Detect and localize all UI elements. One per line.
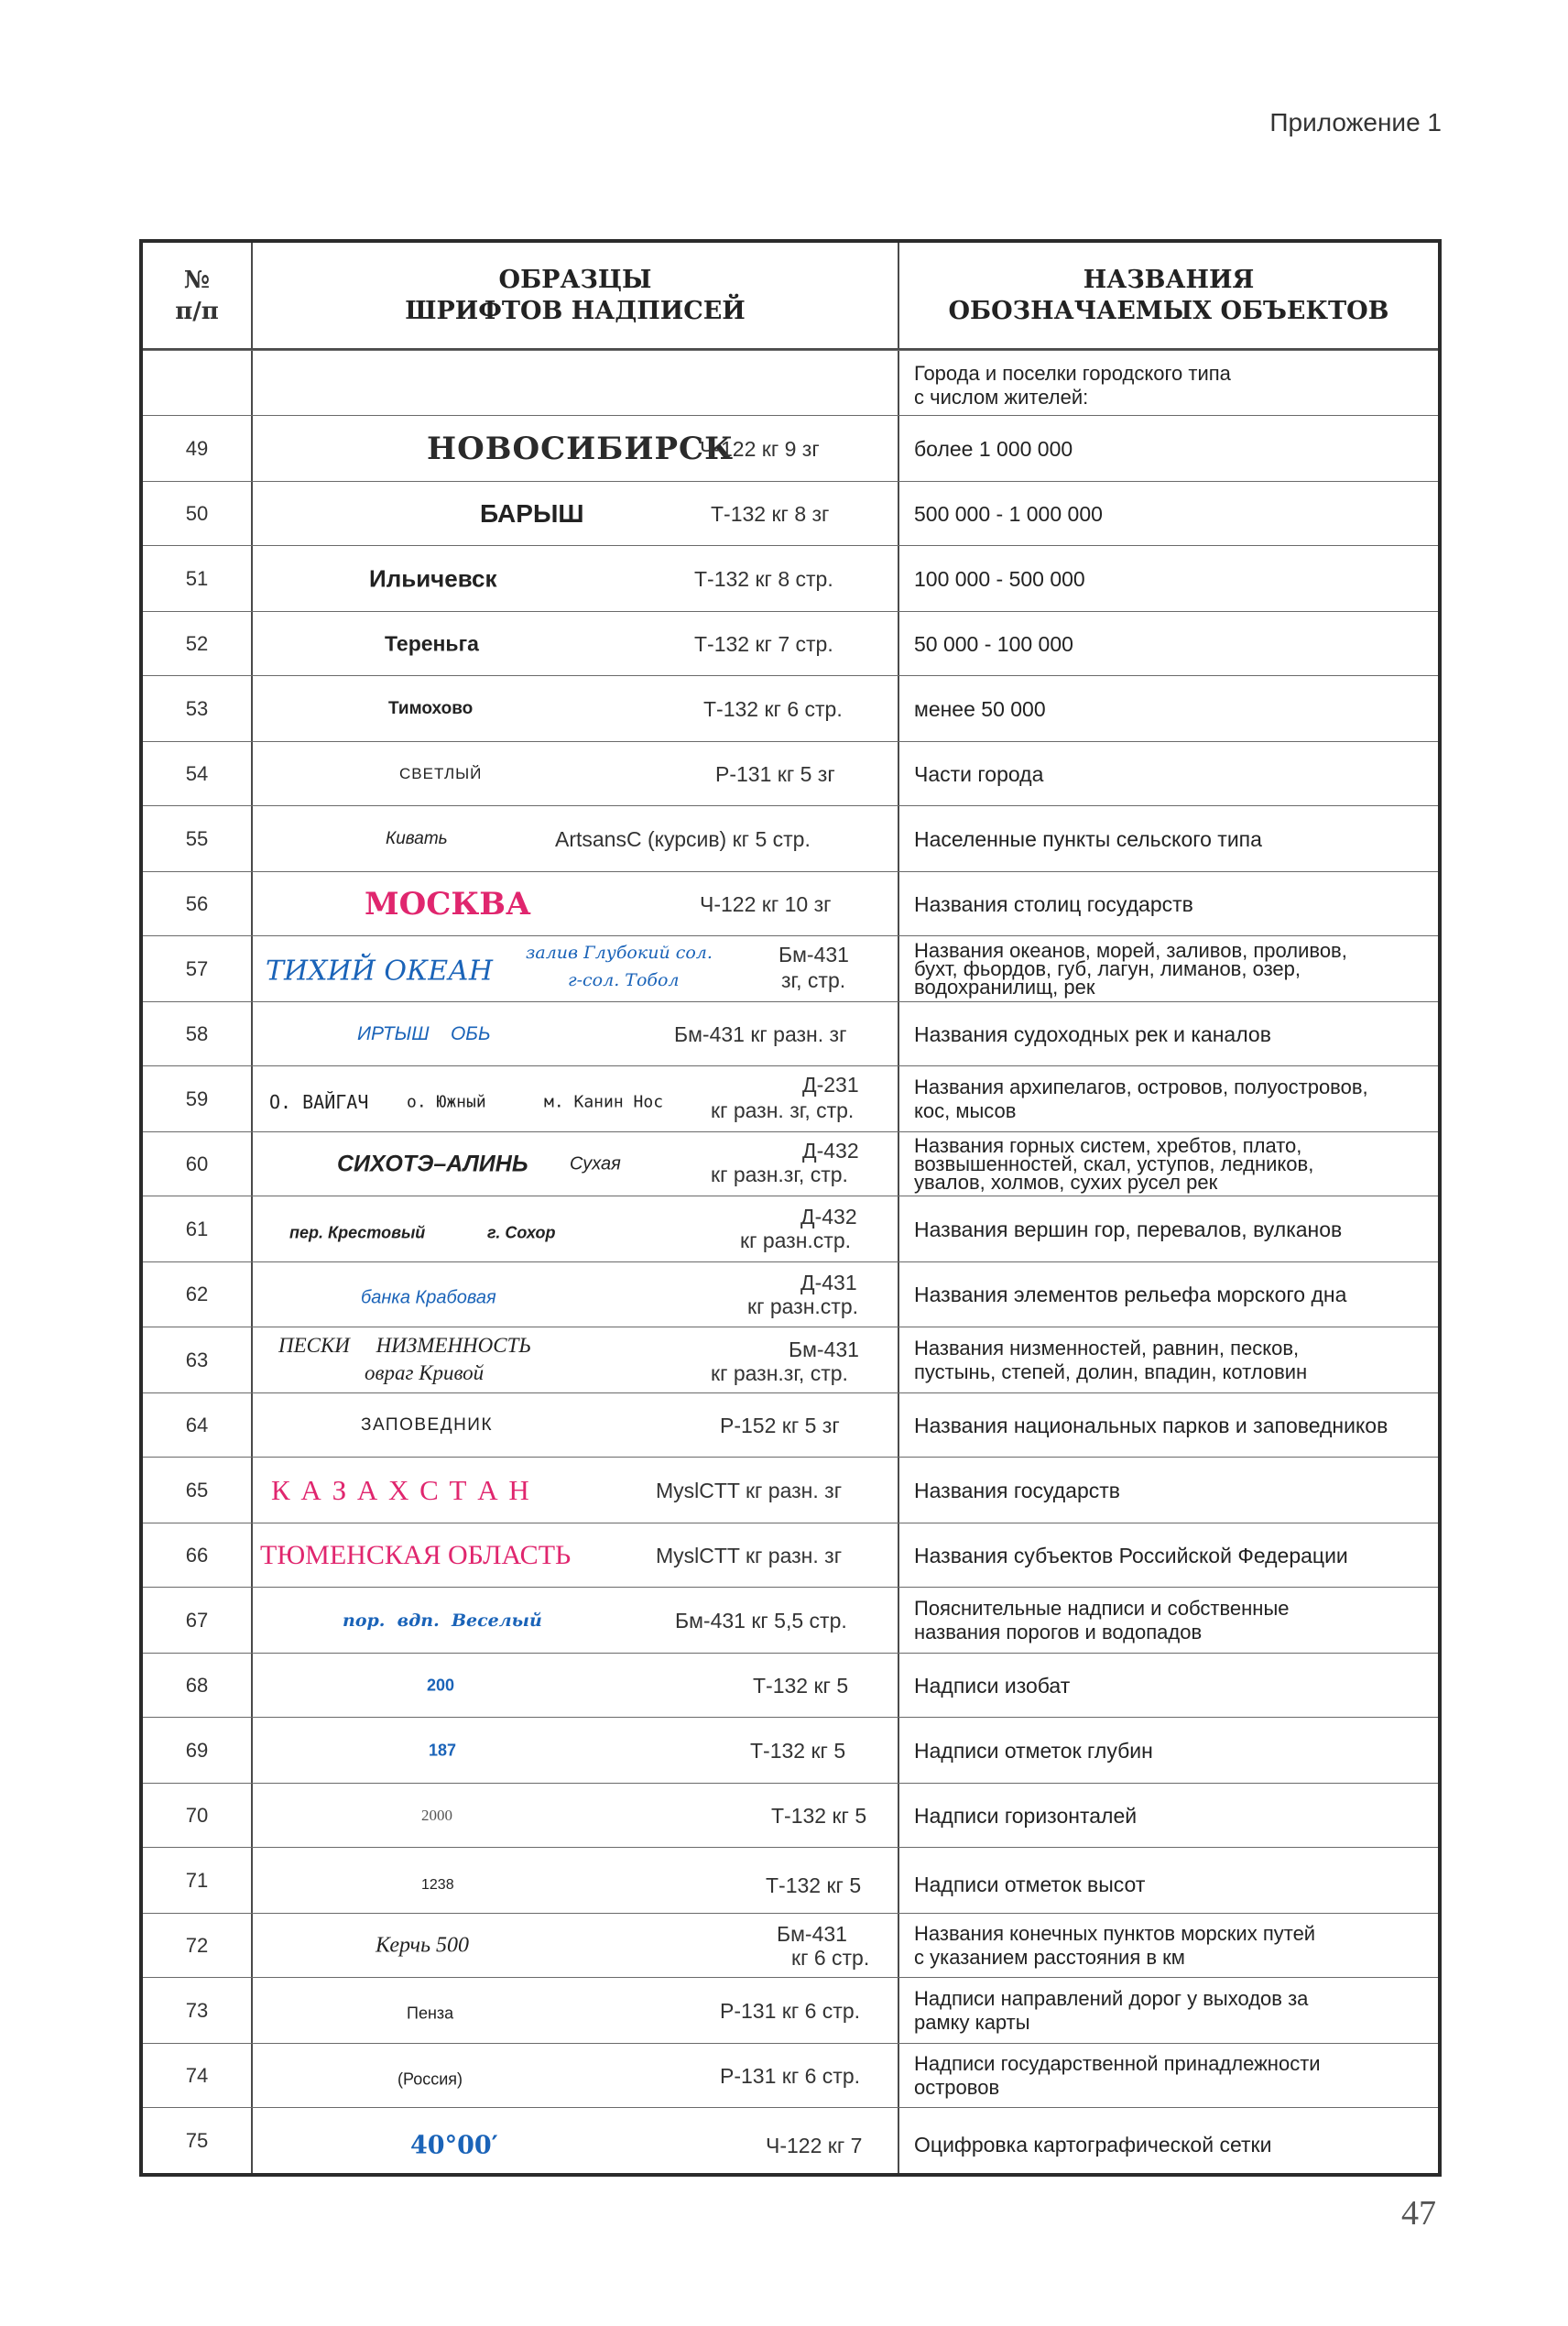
row-number: 71: [143, 1848, 253, 1913]
row-number: 74: [143, 2044, 253, 2107]
table-row: [143, 1261, 1438, 1327]
row-number: 58: [143, 1002, 253, 1065]
object-name: [899, 936, 1438, 1001]
font-sample: ЗАПОВЕДНИК: [361, 1414, 494, 1435]
object-name-line2: пустынь, степей, долин, впадин, котловин: [914, 1360, 1308, 1383]
font-sample: СИХОТЭ–АЛИНЬ: [337, 1151, 528, 1176]
font-code: Т-132 кг 5: [753, 1673, 849, 1698]
font-sample: МОСКВА: [365, 885, 531, 923]
row-number: 61: [143, 1196, 253, 1261]
header-samples-line1: ОБРАЗЦЫ: [498, 265, 652, 294]
object-name: [899, 1978, 1438, 2043]
table-row: [143, 2043, 1438, 2107]
row-number: 52: [143, 612, 253, 675]
table-row: [143, 741, 1438, 805]
row-number: 69: [143, 1718, 253, 1783]
font-sample: Тереньга: [385, 631, 479, 655]
font-sample-cell: [253, 1132, 899, 1196]
font-code: Т-132 кг 5: [766, 1873, 862, 1898]
row-number: 73: [143, 1978, 253, 2043]
font-sample-cell: [253, 482, 899, 545]
font-sample-secondary: г. Сохор: [487, 1223, 556, 1242]
row-number: 51: [143, 546, 253, 611]
font-code: Т-132 кг 5: [750, 1738, 846, 1763]
table-subheader-row: [143, 350, 1438, 415]
row-number: 56: [143, 872, 253, 935]
table-row: [143, 1327, 1438, 1392]
table-row: [143, 611, 1438, 675]
font-sample: Керчь 500: [376, 1933, 470, 1957]
table-row: [143, 805, 1438, 871]
font-sample-cell: [253, 1523, 899, 1587]
font-sample: СВЕТЛЫЙ: [399, 764, 483, 782]
object-name-line2: рамку карты: [914, 2010, 1030, 2034]
fonts-table: [139, 239, 1442, 2177]
font-code: Т-132 кг 6 стр.: [703, 696, 843, 721]
font-sample: 200: [427, 1676, 455, 1694]
font-code-line2: кг 6 стр.: [791, 1946, 870, 1970]
object-name-line1: Названия конечных пунктов морских путей: [914, 1921, 1316, 1945]
table-row: [143, 1392, 1438, 1457]
object-name: [899, 2044, 1438, 2107]
font-code: Т-132 кг 8 зг: [711, 501, 830, 526]
table-row: [143, 481, 1438, 545]
row-number: 60: [143, 1132, 253, 1196]
row-number: 64: [143, 1393, 253, 1457]
row-number: 49: [143, 416, 253, 481]
font-code: Т-132 кг 7 стр.: [694, 631, 833, 656]
row-number: 72: [143, 1914, 253, 1977]
font-sample-cell: [253, 1848, 899, 1913]
table-row: [143, 675, 1438, 741]
font-code: Т-132 кг 8 стр.: [694, 566, 833, 591]
header-samples: [253, 243, 899, 348]
appendix-label: Приложение 1: [1269, 108, 1442, 137]
font-sample: пор. вдп. Веселый: [343, 1610, 542, 1631]
object-name-line3: водохранилищ, рек: [914, 975, 1095, 999]
table-row: [143, 1847, 1438, 1913]
font-sample-cell: [253, 2044, 899, 2107]
object-name: 500 000 - 1 000 000: [914, 501, 1103, 526]
object-name: Названия вершин гор, перевалов, вулканов: [914, 1217, 1343, 1241]
font-code: Р-131 кг 6 стр.: [720, 1998, 861, 2023]
subheader-sample: [253, 351, 899, 415]
page-number: 47: [1401, 2194, 1436, 2233]
font-sample: 40°00′: [410, 2131, 498, 2160]
font-sample-cell: [253, 546, 899, 611]
object-name: менее 50 000: [914, 696, 1046, 721]
subheader-line1: Города и поселки городского типа: [914, 362, 1231, 385]
object-name: Надписи изобат: [914, 1673, 1071, 1698]
font-sample: БАРЫШ: [480, 498, 584, 528]
font-sample: ИРТЫШ ОБЬ: [357, 1022, 491, 1044]
font-code: MyslCTT кг разн. зг: [656, 1478, 843, 1502]
object-name: Названия столиц государств: [914, 891, 1193, 916]
object-name-line1: Надписи направлений дорог у выходов за: [914, 1986, 1309, 2010]
table-row: [143, 415, 1438, 481]
object-name-line2: бухт, фьордов, губ, лагун, лиманов, озер,: [914, 956, 1301, 980]
font-sample-cell: [253, 1588, 899, 1653]
font-code: Т-132 кг 5: [771, 1803, 867, 1828]
table-row: [143, 1523, 1438, 1587]
object-name: Оцифровка картографической сетки: [914, 2132, 1272, 2157]
font-sample-cell: [253, 1196, 899, 1261]
table-row: [143, 1653, 1438, 1717]
table-row: [143, 2107, 1438, 2173]
object-name-line1: Пояснительные надписи и собственные: [914, 1596, 1290, 1620]
object-name-line2: островов: [914, 2075, 1000, 2099]
font-code: Д-432: [802, 1139, 859, 1163]
table-row: [143, 1913, 1438, 1977]
object-name-line1: Названия океанов, морей, заливов, проливов,: [914, 938, 1347, 962]
object-name-line3: увалов, холмов, сухих русел рек: [914, 1170, 1218, 1194]
object-name: Названия судоходных рек и каналов: [914, 1021, 1271, 1046]
object-name-line1: Названия архипелагов, островов, полуостровов,: [914, 1075, 1368, 1098]
font-code: Ч-122 кг 10 зг: [700, 891, 832, 916]
font-sample: О. ВАЙГАЧ: [269, 1091, 369, 1114]
object-name-line2: кос, мысов: [914, 1098, 1017, 1122]
font-code-line2: кг разн.зг, стр.: [711, 1361, 848, 1385]
font-sample-cell: [253, 1914, 899, 1977]
font-code: Ч-122 кг 7: [766, 2134, 863, 2158]
font-sample-secondary: Сухая: [570, 1153, 621, 1174]
font-code: Д-231: [802, 1073, 859, 1097]
row-number: 57: [143, 936, 253, 1001]
font-sample-cell: [253, 806, 899, 871]
font-sample-cell: [253, 1458, 899, 1523]
object-name: Названия элементов рельефа морского дна: [914, 1283, 1347, 1306]
row-number: 70: [143, 1784, 253, 1847]
object-name: Надписи горизонталей: [914, 1803, 1138, 1828]
table-row: [143, 1717, 1438, 1783]
header-samples-line2: ШРИФТОВ НАДПИСЕЙ: [405, 296, 746, 325]
font-code: Бм-431: [779, 943, 849, 966]
object-name: Надписи отметок глубин: [914, 1738, 1153, 1763]
font-sample: Пенза: [407, 2004, 454, 2023]
object-name: Названия государств: [914, 1478, 1121, 1502]
header-names-line2: ОБОЗНАЧАЕМЫХ ОБЪЕКТОВ: [948, 296, 1389, 325]
object-name: Надписи отметок высот: [914, 1872, 1146, 1896]
table-row: [143, 545, 1438, 611]
table-row: [143, 1457, 1438, 1523]
object-name: [899, 1066, 1438, 1131]
font-sample-secondary: о. Южный: [407, 1092, 486, 1112]
row-number: 75: [143, 2108, 253, 2173]
font-sample: ТЮМЕНСКАЯ ОБЛАСТЬ: [260, 1539, 572, 1570]
object-name: Названия национальных парков и заповедников: [914, 1413, 1388, 1437]
font-sample-cell: [253, 1002, 899, 1065]
font-sample: Тимохово: [388, 698, 474, 718]
font-sample-cell: [253, 1327, 899, 1392]
font-sample-cell: [253, 1066, 899, 1131]
font-code-line2: зг, стр.: [781, 968, 846, 992]
font-code: Бм-431 кг разн. зг: [674, 1021, 847, 1046]
font-code-line2: кг разн. зг, стр.: [711, 1098, 855, 1122]
font-code-line2: кг разн.стр.: [747, 1294, 859, 1318]
font-code: ArtsansC (курсив) кг 5 стр.: [555, 826, 811, 851]
object-name: Населенные пункты сельского типа: [914, 826, 1262, 851]
table-row: [143, 1587, 1438, 1653]
header-names: [899, 243, 1438, 348]
font-code: Р-152 кг 5 зг: [720, 1413, 840, 1437]
object-name: 50 000 - 100 000: [914, 631, 1073, 656]
header-number: [143, 243, 253, 348]
font-code: Ч-122 кг 9 зг: [700, 436, 820, 461]
header-number-line1: №: [183, 266, 211, 294]
font-sample: пер. Крестовый: [289, 1223, 426, 1242]
object-name: более 1 000 000: [914, 436, 1073, 461]
font-sample-cell: [253, 676, 899, 741]
object-name-line1: Названия горных систем, хребтов, плато,: [914, 1133, 1302, 1157]
font-sample-secondary: овраг Кривой: [365, 1361, 485, 1384]
row-number: 68: [143, 1654, 253, 1717]
table-header-row: [143, 243, 1438, 350]
font-sample: Ильичевск: [369, 564, 497, 592]
font-code: Бм-431: [777, 1922, 847, 1946]
table-row: [143, 1977, 1438, 2043]
font-sample-cell: [253, 612, 899, 675]
header-number-line2: п/п: [175, 297, 219, 325]
object-name-line2: с указанием расстояния в км: [914, 1945, 1185, 1969]
row-number: 63: [143, 1327, 253, 1392]
object-name-line2: возвышенностей, скал, уступов, ледников,: [914, 1152, 1314, 1175]
font-sample-cell: [253, 1978, 899, 2043]
row-number: 67: [143, 1588, 253, 1653]
object-name-line1: Надписи государственной принадлежности: [914, 2051, 1321, 2075]
subheader-names: [899, 351, 1438, 415]
row-number: 65: [143, 1458, 253, 1523]
font-sample: 187: [429, 1741, 457, 1759]
font-sample-cell: [253, 416, 899, 481]
font-sample: 2000: [421, 1806, 452, 1824]
font-code: Бм-431: [789, 1338, 859, 1361]
font-sample: К А З А Х С Т А Н: [271, 1473, 531, 1506]
font-sample: (Россия): [397, 2069, 463, 2089]
object-name: 100 000 - 500 000: [914, 566, 1085, 591]
font-sample: ТИХИЙ ОКЕАН: [266, 955, 493, 988]
header-names-line1: НАЗВАНИЯ: [1083, 265, 1255, 294]
object-name: [899, 1914, 1438, 1977]
table-row: [143, 1001, 1438, 1065]
row-number: 62: [143, 1262, 253, 1327]
font-sample: банка Крабовая: [361, 1287, 496, 1308]
font-sample-cell: [253, 1393, 899, 1457]
font-sample: Кивать: [386, 828, 448, 848]
font-sample-secondary: залив Глубокий сол.: [526, 943, 713, 963]
object-name-line2: названия порогов и водопадов: [914, 1620, 1203, 1643]
subheader-line2: с числом жителей:: [914, 386, 1089, 409]
row-number: 55: [143, 806, 253, 871]
object-name-line1: Названия низменностей, равнин, песков,: [914, 1336, 1300, 1360]
font-sample: НОВОСИБИРСК: [427, 430, 735, 467]
row-number: 53: [143, 676, 253, 741]
font-sample: 1238: [421, 1877, 454, 1894]
font-sample: ПЕСКИ НИЗМЕННОСТЬ: [278, 1334, 531, 1357]
font-code-line2: кг разн.зг, стр.: [711, 1163, 848, 1186]
table-row: [143, 935, 1438, 1001]
table-row: [143, 1196, 1438, 1261]
object-name: [899, 1132, 1438, 1196]
font-code: Р-131 кг 5 зг: [715, 761, 835, 786]
font-sample-cell: [253, 936, 899, 1001]
font-code: MyslCTT кг разн. зг: [656, 1543, 843, 1567]
font-sample-cell: [253, 1654, 899, 1717]
table-row: [143, 1131, 1438, 1196]
font-sample-cell: [253, 1718, 899, 1783]
font-sample-cell: [253, 872, 899, 935]
object-name: [899, 1327, 1438, 1392]
row-number: 59: [143, 1066, 253, 1131]
font-code: Д-432: [800, 1205, 857, 1229]
object-name: Части города: [914, 761, 1044, 786]
table-row: [143, 871, 1438, 935]
font-code-line2: кг разн.стр.: [740, 1229, 852, 1252]
subheader-number: [143, 351, 253, 415]
row-number: 54: [143, 742, 253, 805]
font-code: Р-131 кг 6 стр.: [720, 2063, 861, 2088]
font-sample-cell: [253, 2108, 899, 2173]
font-code: Д-431: [800, 1271, 857, 1294]
table-row: [143, 1065, 1438, 1131]
font-sample-cell: [253, 742, 899, 805]
font-sample-cell: [253, 1262, 899, 1327]
font-code: Бм-431 кг 5,5 стр.: [675, 1608, 847, 1633]
row-number: 66: [143, 1523, 253, 1587]
table-row: [143, 1783, 1438, 1847]
row-number: 50: [143, 482, 253, 545]
font-sample-cell: [253, 1784, 899, 1847]
font-sample-tertiary: м. Канин Нос: [544, 1092, 664, 1112]
object-name: Названия субъектов Российской Федерации: [914, 1543, 1348, 1567]
object-name: [899, 1588, 1438, 1653]
font-sample-tertiary: г-сол. Тобол: [568, 970, 680, 990]
